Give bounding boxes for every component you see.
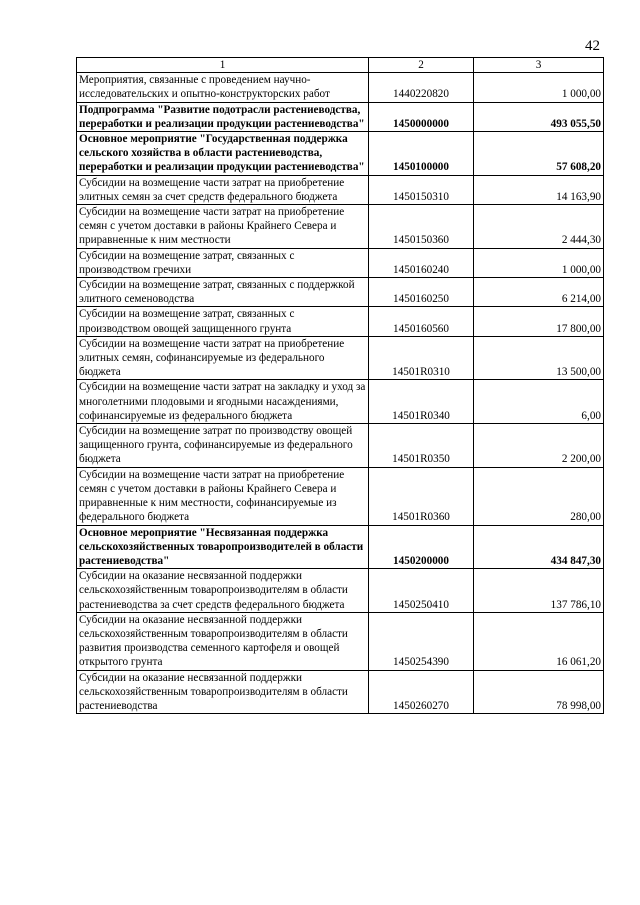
row-name-cell: Основное мероприятие "Несвязанная поддержка сельскохозяйственных товаропроизводителей в области растениеводства" [77, 525, 369, 569]
row-name-cell: Субсидии на оказание несвязанной поддержки сельскохозяйственным товаропроизводителям в области растениеводства за счет средств федерального бюджета [77, 569, 369, 613]
row-code-cell: 1440220820 [369, 73, 474, 102]
row-name-cell: Подпрограмма "Развитие подотрасли растениеводства, переработки и реализации продукции растениеводства" [77, 102, 369, 131]
table-row [77, 467, 604, 525]
row-amount-cell: 14 163,90 [474, 175, 604, 204]
table-row [77, 336, 604, 380]
row-name-cell: Мероприятия, связанные с проведением научно-исследовательских и опытно-конструкторских работ [77, 73, 369, 102]
page-number: 42 [585, 38, 600, 54]
row-code-cell: 1450254390 [369, 612, 474, 670]
table-row [77, 569, 604, 613]
row-amount-cell: 2 444,30 [474, 205, 604, 249]
row-amount-cell: 137 786,10 [474, 569, 604, 613]
row-code-cell: 14501R0340 [369, 380, 474, 424]
table-row [77, 278, 604, 307]
row-amount-cell: 1 000,00 [474, 248, 604, 277]
table-row [77, 612, 604, 670]
row-amount-cell: 6,00 [474, 380, 604, 424]
row-amount-cell: 1 000,00 [474, 73, 604, 102]
row-name-cell: Субсидии на возмещение части затрат на приобретение элитных семян за счет средств федерального бюджета [77, 175, 369, 204]
row-code-cell: 1450160240 [369, 248, 474, 277]
row-amount-cell: 57 608,20 [474, 132, 604, 176]
table-row [77, 307, 604, 336]
row-amount-cell: 6 214,00 [474, 278, 604, 307]
row-amount-cell: 78 998,00 [474, 670, 604, 714]
row-amount-cell: 434 847,30 [474, 525, 604, 569]
row-code-cell: 1450160560 [369, 307, 474, 336]
row-name-cell: Основное мероприятие "Государственная поддержка сельского хозяйства в области растениеводства, переработки и реализации продукции растениеводства" [77, 132, 369, 176]
column-header-1: 1 [77, 58, 369, 73]
row-code-cell: 1450250410 [369, 569, 474, 613]
row-name-cell: Субсидии на оказание несвязанной поддержки сельскохозяйственным товаропроизводителям в области развития производства семенного картофеля и овощей открытого грунта [77, 612, 369, 670]
table-row [77, 525, 604, 569]
row-amount-cell: 2 200,00 [474, 424, 604, 468]
row-name-cell: Субсидии на возмещение части затрат на приобретение семян с учетом доставки в районы Крайнего Севера и приравненные к ним местности [77, 205, 369, 249]
row-amount-cell: 493 055,50 [474, 102, 604, 131]
row-code-cell: 14501R0360 [369, 467, 474, 525]
row-code-cell: 1450160250 [369, 278, 474, 307]
table-row [77, 205, 604, 249]
column-header-2: 2 [369, 58, 474, 73]
row-code-cell: 14501R0310 [369, 336, 474, 380]
table-row [77, 132, 604, 176]
row-amount-cell: 16 061,20 [474, 612, 604, 670]
budget-table [76, 57, 604, 714]
row-code-cell: 14501R0350 [369, 424, 474, 468]
row-amount-cell: 13 500,00 [474, 336, 604, 380]
table-header-row [77, 58, 604, 73]
row-name-cell: Субсидии на возмещение затрат, связанных с поддержкой элитного семеноводства [77, 278, 369, 307]
table-body [77, 73, 604, 714]
row-name-cell: Субсидии на возмещение части затрат на приобретение элитных семян, софинансируемые из федерального бюджета [77, 336, 369, 380]
row-name-cell: Субсидии на оказание несвязанной поддержки сельскохозяйственным товаропроизводителям в области растениеводства [77, 670, 369, 714]
row-code-cell: 1450150310 [369, 175, 474, 204]
row-name-cell: Субсидии на возмещение части затрат на закладку и уход за многолетними плодовыми и ягодными насаждениями, софинансируемые из федерального бюджета [77, 380, 369, 424]
row-amount-cell: 17 800,00 [474, 307, 604, 336]
row-code-cell: 1450100000 [369, 132, 474, 176]
row-code-cell: 1450150360 [369, 205, 474, 249]
table-row [77, 380, 604, 424]
table-row [77, 248, 604, 277]
table-row [77, 73, 604, 102]
table-row [77, 175, 604, 204]
row-name-cell: Субсидии на возмещение затрат по производству овощей защищенного грунта, софинансируемые из федерального бюджета [77, 424, 369, 468]
row-name-cell: Субсидии на возмещение части затрат на приобретение семян с учетом доставки в районы Крайнего Севера и приравненные к ним местности, софинансируемые из федерального бюджета [77, 467, 369, 525]
row-name-cell: Субсидии на возмещение затрат, связанных с производством овощей защищенного грунта [77, 307, 369, 336]
table-row [77, 670, 604, 714]
row-code-cell: 1450200000 [369, 525, 474, 569]
row-amount-cell: 280,00 [474, 467, 604, 525]
table-row [77, 424, 604, 468]
column-header-3: 3 [474, 58, 604, 73]
table-row [77, 102, 604, 131]
row-code-cell: 1450000000 [369, 102, 474, 131]
row-code-cell: 1450260270 [369, 670, 474, 714]
row-name-cell: Субсидии на возмещение затрат, связанных с производством гречихи [77, 248, 369, 277]
